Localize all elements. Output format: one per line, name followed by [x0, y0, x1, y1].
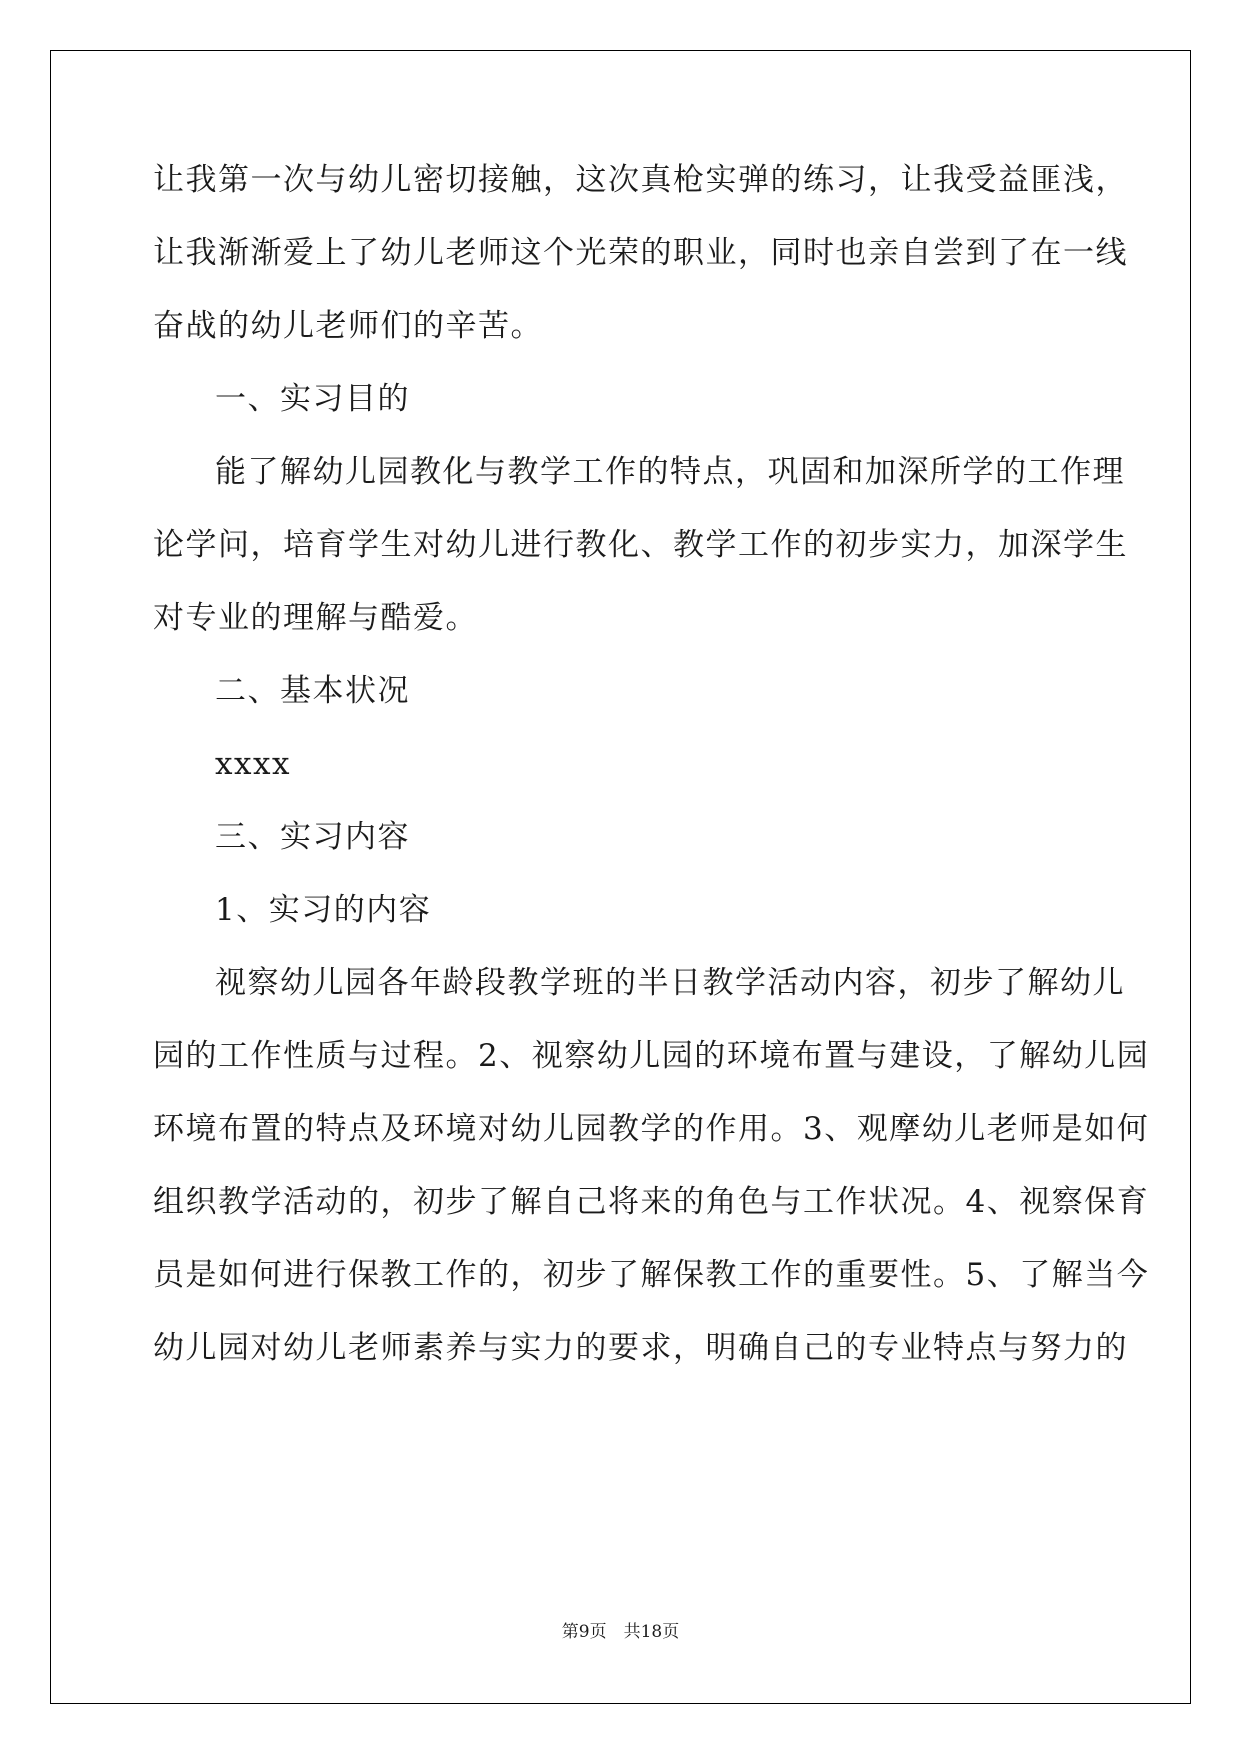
- page-border: [50, 50, 1191, 1704]
- body-line: xxxx: [215, 746, 291, 782]
- body-line: 环境布置的特点及环境对幼儿园教学的作用。3、观摩幼儿老师是如何: [153, 1111, 1150, 1147]
- body-line: 园的工作性质与过程。2、视察幼儿园的环境布置与建设，了解幼儿园: [153, 1038, 1150, 1074]
- body-line: 对专业的理解与酷爱。: [153, 600, 478, 636]
- body-line: 幼儿园对幼儿老师素养与实力的要求，明确自己的专业特点与努力的: [153, 1330, 1128, 1366]
- body-line: 视察幼儿园各年龄段教学班的半日教学活动内容，初步了解幼儿: [215, 965, 1125, 1001]
- body-line: 奋战的幼儿老师们的辛苦。: [153, 308, 543, 344]
- section-heading: 一、实习目的: [215, 381, 410, 417]
- page-number-footer: 第9页 共18页: [561, 1622, 680, 1642]
- section-heading: 二、基本状况: [215, 673, 410, 709]
- body-line: 组织教学活动的，初步了解自己将来的角色与工作状况。4、视察保育: [153, 1184, 1150, 1220]
- body-line: 让我渐渐爱上了幼儿老师这个光荣的职业，同时也亲自尝到了在一线: [153, 235, 1128, 271]
- body-line: 论学问，培育学生对幼儿进行教化、教学工作的初步实力，加深学生: [153, 527, 1128, 563]
- body-line: 能了解幼儿园教化与教学工作的特点，巩固和加深所学的工作理: [215, 454, 1125, 490]
- body-line: 让我第一次与幼儿密切接触，这次真枪实弹的练习，让我受益匪浅，: [153, 162, 1128, 198]
- body-line: 员是如何进行保教工作的，初步了解保教工作的重要性。5、了解当今: [153, 1257, 1150, 1293]
- subsection-heading: 1、实习的内容: [215, 892, 432, 928]
- section-heading: 三、实习内容: [215, 819, 410, 855]
